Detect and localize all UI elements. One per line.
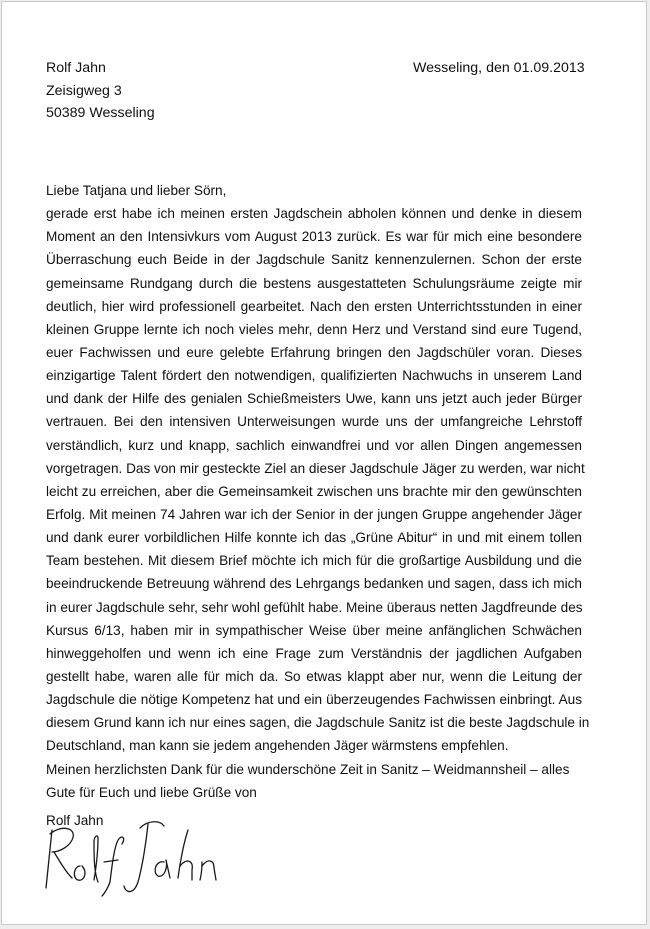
body-line: einzigartige Talent fördert den notwendigen, qualifizierten Nachwuchs in unserem Land [46,368,582,384]
salutation: Liebe Tatjana und lieber Sörn, [46,183,227,198]
body-line: kleinen Gruppe lernte ich noch vieles mehr, denn Herz und Verstand sind eure Tugend, [46,321,582,337]
body-line: in eurer Jagdschule sehr, sehr wohl gefühlt habe. Meine überaus netten Jagdfreunde des [46,599,583,615]
body-line: euer Fachwissen und eure gelebte Erfahrung bringen den Jagdschüler voran. Dieses [46,344,582,360]
body-line: und dank eurer vorbildlichen Hilfe konnte ich das „Grüne Abitur“ in und mit einem tollen [46,530,582,546]
date-line: Wesseling, den 01.09.2013 [413,60,585,76]
body-line: Moment an den Intensivkurs vom August 2013 zurück. Es war für mich eine besondere [46,229,582,245]
body-line: Jagdschule die nötige Kompetenz hat und ein überzeugendes Fachwissen einbringt. Aus [46,692,582,708]
closing-line: Gute für Euch und liebe Grüße von [46,784,257,800]
body-line: Team bestehen. Mit diesem Brief möchte ich mich für die großartige Ausbildung und die [46,553,582,569]
body-line: gemeinsame Rundgang durch die bestens ausgestatteten Schulungsräume zeigte mir [46,275,582,291]
sender-city: 50389 Wesseling [46,105,155,121]
body-line: beeindruckende Betreuung während des Lehrgangs bedanken und sagen, dass ich mich [46,576,582,592]
body-line: vorgetragen. Das von mir gesteckte Ziel an dieser Jagdschule Jäger zu werden, war nicht [46,460,585,476]
body-line: Kursus 6/13, haben mir in sympathischer Weise über meine anfänglichen Schwächen [46,622,582,638]
body-line: deutlich, hier wird professionell gearbeitet. Nach den ersten Unterrichtsstunden in einer [46,298,582,314]
body-line: Erfolg. Mit meinen 74 Jahren war ich der Senior in der jungen Gruppe angehender Jäger [46,506,582,522]
body-line: hinweggeholfen und wenn ich eine Frage zum Verständnis der jagdlichen Aufgaben [46,645,582,661]
handwritten-signature [38,810,248,900]
body-line: gerade erst habe ich meinen ersten Jagdschein abholen können und denke in diesem [46,206,582,222]
body-line: gestellt habe, waren alle für mich da. So etwas klappt aber nur, wenn die Leitung der [46,668,582,684]
body-line: leicht zu erreichen, aber die Gemeinsamkeit zwischen uns brachte mir den gewünschten [46,483,582,499]
sender-name: Rolf Jahn [46,60,106,76]
signature-printed-name: Rolf Jahn [46,813,104,828]
letter-page [1,1,647,925]
body-line: und dank der Hilfe des genialen Schießmeisters Uwe, kann uns jetzt auch jeder Bürger [46,391,582,407]
letter-body [46,179,590,804]
sender-street: Zeisigweg 3 [46,82,122,99]
body-line: vertrauen. Bei den intensiven Unterweisungen wurde uns der umfangreiche Lehrstoff [46,414,582,430]
closing-line: Meinen herzlichsten Dank für die wunderschöne Zeit in Sanitz – Weidmannsheil – alles [46,761,570,777]
body-line: Überraschung euch Beide in der Jagdschule Sanitz kennenzulernen. Schon der erste [46,252,582,268]
body-line: Deutschland, man kann sie jedem angehenden Jäger wärmstens empfehlen. [46,738,509,754]
body-line: verständlich, kurz und knapp, sachlich einwandfrei und vor allen Dingen angemessen [46,437,582,453]
body-line: diesem Grund kann ich nur eines sagen, die Jagdschule Sanitz ist die beste Jagdschule in [46,715,590,731]
sender-address [46,57,155,125]
